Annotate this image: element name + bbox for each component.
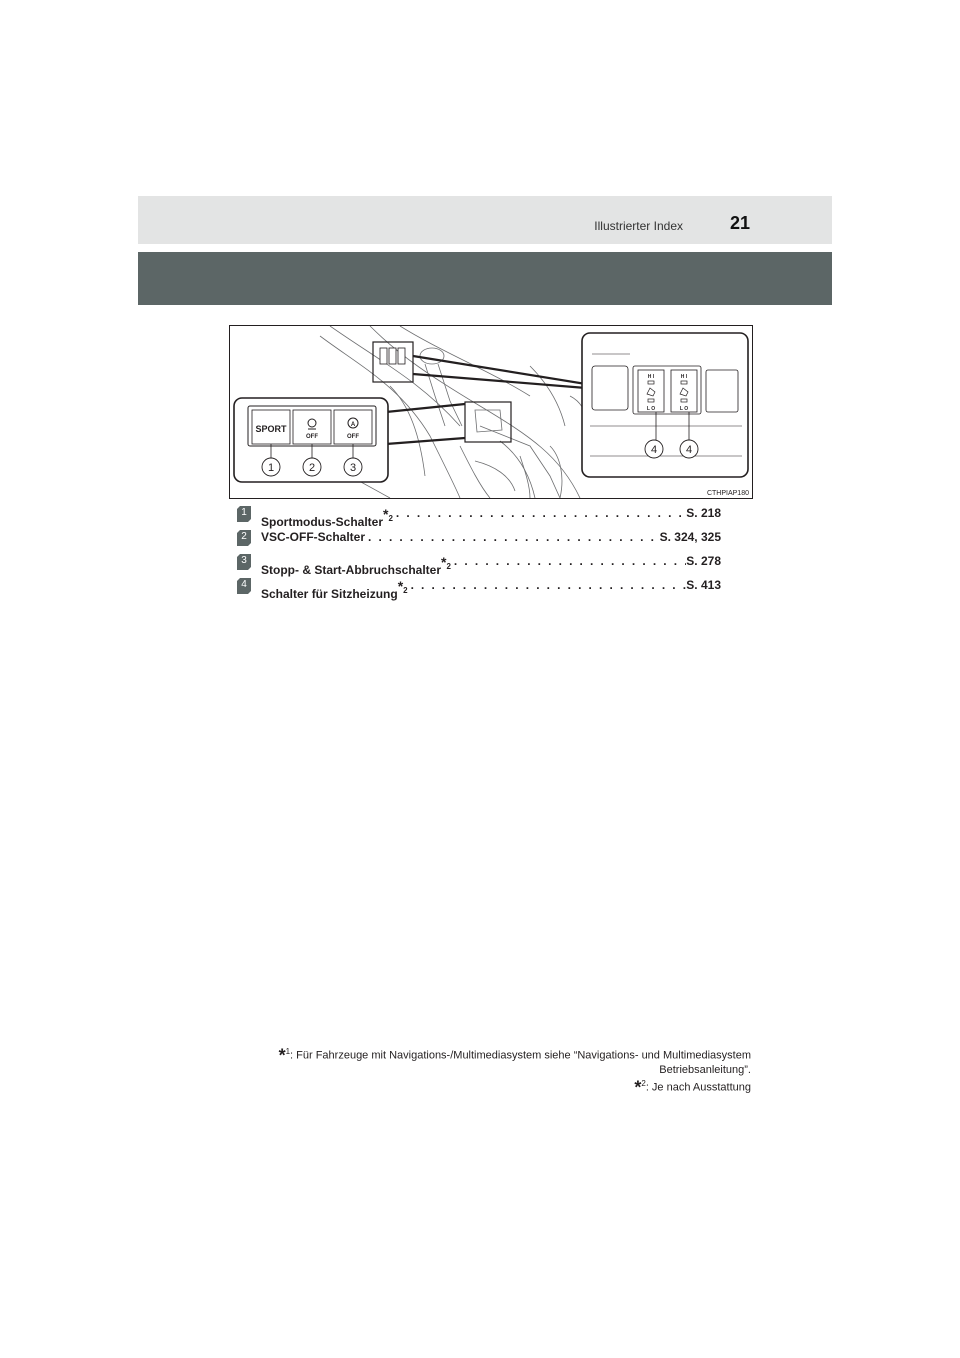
seat-heater-lo-right: L O [679, 406, 689, 412]
section-band [138, 252, 832, 305]
page-reference[interactable]: S. 218 [686, 506, 721, 520]
seat-heater-lo-left: L O [646, 406, 656, 412]
item-label: Sportmodus-Schalter [261, 515, 384, 529]
index-item [237, 527, 721, 551]
item-number-badge [237, 578, 251, 594]
footnote-number: 1 [285, 1047, 291, 1056]
header-bar [138, 196, 832, 244]
console-illustration [229, 325, 753, 499]
footnote-text: : Für Fahrzeuge mit Navigations-/Multimediasystem siehe “Navigations- und Multimediasystem [290, 1049, 751, 1062]
item-label: Schalter für Sitzheizung [261, 587, 398, 601]
figure-code: CTHPIAP180 [706, 490, 749, 497]
callout-4a: 4 [650, 444, 658, 456]
item-label: VSC-OFF-Schalter [261, 530, 366, 544]
leader-dots [408, 578, 687, 601]
footnote-star: * [441, 554, 447, 570]
index-item [237, 551, 721, 575]
callout-3: 3 [349, 462, 357, 474]
vsc-off-label: OFF [306, 434, 318, 440]
item-number: 3 [241, 555, 247, 566]
page-number: 21 [730, 213, 751, 233]
footnotes [229, 1045, 751, 1098]
footnote-star: * [634, 1077, 642, 1098]
item-number-badge [237, 530, 251, 546]
seat-heater-hi-left: H I [647, 374, 655, 380]
callout-2: 2 [308, 462, 316, 474]
index-list [237, 503, 721, 599]
footnote-1 [229, 1045, 751, 1066]
page-reference[interactable]: S. 413 [686, 578, 721, 592]
stop-start-symbol: A [350, 422, 356, 428]
item-number-badge [237, 554, 251, 570]
footnote-1-continued: Betriebsanleitung”. [659, 1063, 751, 1076]
item-number: 4 [241, 579, 247, 590]
callout-1: 1 [267, 462, 275, 474]
item-label: Stopp- & Start-Abbruchschalter [261, 563, 442, 577]
section-title: Illustrierter Index [594, 219, 683, 233]
index-item [237, 575, 721, 599]
footnote-number: 2 [403, 586, 408, 595]
item-number: 1 [241, 507, 247, 518]
stop-start-off-label: OFF [347, 434, 359, 440]
leader-dots [393, 506, 686, 529]
page-reference[interactable]: S. 278 [686, 554, 721, 568]
footnote-star: * [397, 578, 404, 594]
footnote-2 [229, 1077, 751, 1098]
console-drawing [230, 326, 752, 498]
footnote-text: : Je nach Ausstattung [645, 1081, 751, 1094]
item-number-badge [237, 506, 251, 522]
page-reference[interactable]: S. 324, 325 [659, 530, 721, 544]
seat-heater-hi-right: H I [680, 374, 688, 380]
leader-dots [451, 554, 686, 577]
sport-switch-label: SPORT [255, 424, 287, 434]
footnote-star: * [278, 1045, 286, 1066]
footnote-number: 2 [641, 1078, 646, 1088]
leader-dots [365, 530, 660, 544]
footnote-number: 2 [388, 514, 393, 523]
footnote-star: * [383, 506, 389, 522]
item-number: 2 [241, 531, 247, 542]
callout-4b: 4 [685, 444, 693, 456]
index-item [237, 503, 721, 527]
footnote-number: 2 [446, 562, 451, 571]
